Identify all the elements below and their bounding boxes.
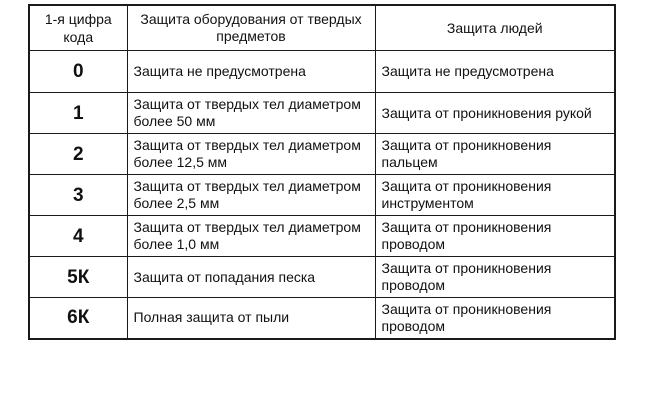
header-digit: 1-я цифра кода bbox=[29, 5, 127, 51]
table-row bbox=[29, 134, 615, 175]
row-people-protection: Защита не предусмотрена bbox=[375, 51, 615, 93]
row-people-protection: Защита от проникновения пальцем bbox=[375, 134, 615, 175]
row-people-protection: Защита от проникновения проводом bbox=[375, 298, 615, 339]
row-people-protection: Защита от проникновения проводом bbox=[375, 216, 615, 257]
row-equipment-protection: Защита от твердых тел диаметром более 50 мм bbox=[127, 93, 375, 134]
table-row bbox=[29, 93, 615, 134]
row-digit: 1 bbox=[29, 93, 127, 134]
row-digit: 0 bbox=[29, 51, 127, 93]
row-people-protection: Защита от проникновения рукой bbox=[375, 93, 615, 134]
header-people: Защита людей bbox=[375, 5, 615, 51]
row-equipment-protection: Защита от твердых тел диаметром более 1,0 мм bbox=[127, 216, 375, 257]
row-digit: 5К bbox=[29, 257, 127, 298]
row-equipment-protection: Полная защита от пыли bbox=[127, 298, 375, 339]
table-row bbox=[29, 216, 615, 257]
row-digit: 6К bbox=[29, 298, 127, 339]
row-people-protection: Защита от проникновения проводом bbox=[375, 257, 615, 298]
table-row bbox=[29, 175, 615, 216]
row-digit: 4 bbox=[29, 216, 127, 257]
row-equipment-protection: Защита от твердых тел диаметром более 12,5 мм bbox=[127, 134, 375, 175]
row-people-protection: Защита от проникновения инструментом bbox=[375, 175, 615, 216]
table-header bbox=[29, 5, 615, 51]
row-digit: 3 bbox=[29, 175, 127, 216]
table-row bbox=[29, 51, 615, 93]
table-row bbox=[29, 257, 615, 298]
table-body bbox=[29, 51, 615, 339]
row-equipment-protection: Защита не предусмотрена bbox=[127, 51, 375, 93]
header-equipment: Защита оборудования от твердых предметов bbox=[127, 5, 375, 51]
ip-protection-table bbox=[28, 4, 616, 340]
table-row bbox=[29, 298, 615, 339]
row-digit: 2 bbox=[29, 134, 127, 175]
row-equipment-protection: Защита от попадания песка bbox=[127, 257, 375, 298]
row-equipment-protection: Защита от твердых тел диаметром более 2,5 мм bbox=[127, 175, 375, 216]
header-row bbox=[29, 5, 615, 51]
